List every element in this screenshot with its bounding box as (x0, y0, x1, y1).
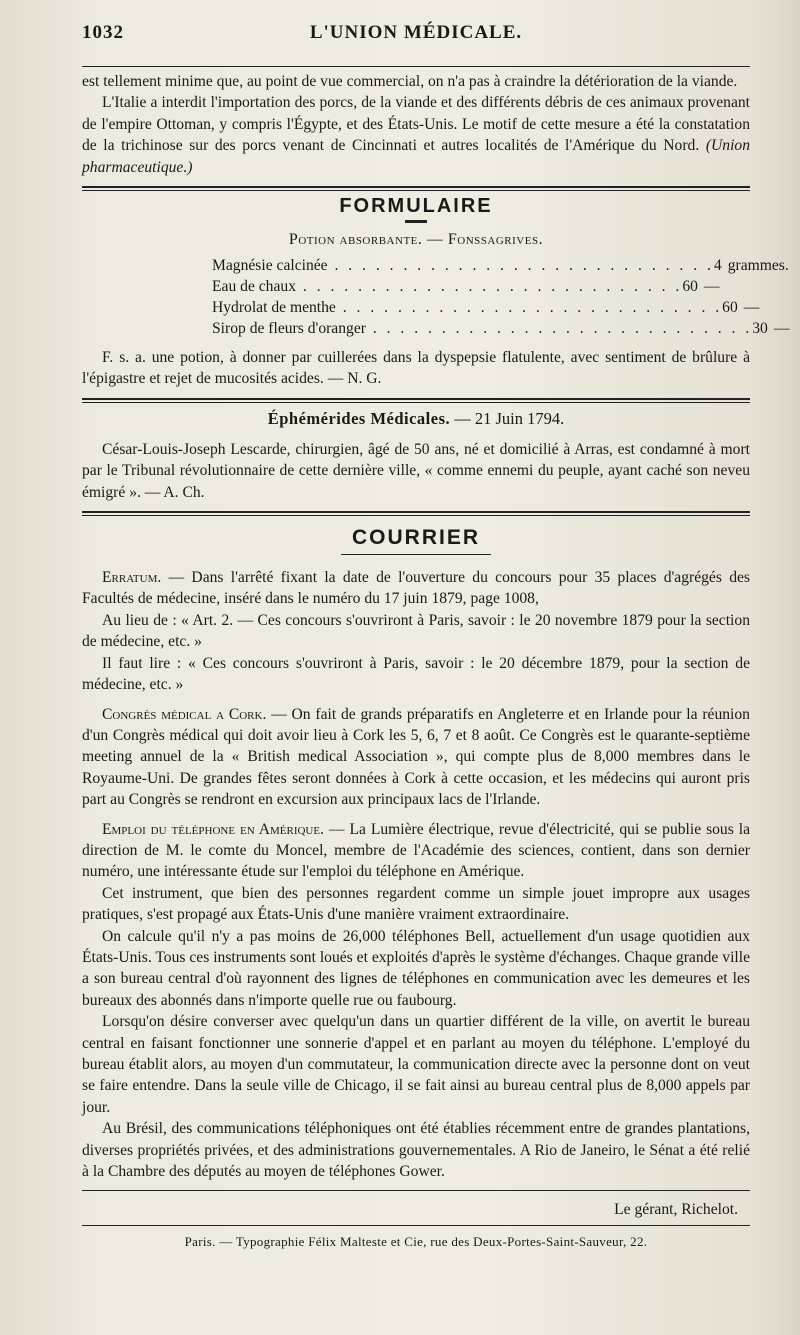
ingredient-name: Eau de chaux (212, 278, 296, 296)
ephemerides-heading (82, 409, 750, 429)
cork-text: — On fait de grands préparatifs en Angleterre et en Irlande pour la réunion d'un Congrès médical qui doit avoir lieu à Cork les 5, 6, 7 et 8 août. Ce Congrès est le quarante-septième meeting annuel de la « British medical Association », qui compte plus de 8,000 membres dans le Royaume-Uni. De grandes fêtes seront données à Cork à cette occasion, et les médecins qui auront pris part au Congrès se rendront en excursion aux principaux lacs de l'Irlande. (82, 705, 750, 809)
formulaire-title: FORMULAIRE (339, 195, 493, 218)
spacer (82, 811, 750, 819)
ingredient-unit: — (773, 320, 790, 338)
recipe-instructions: F. s. a. une potion, à donner par cuillerées dans la dyspepsie flatulente, avec sentiment de brûlure à l'épigastre et rejet de mucosités acides. — N. G. (82, 349, 750, 388)
recipe-row (212, 318, 790, 339)
section-rule (82, 511, 750, 516)
erratum-line-2: Au lieu de : « Art. 2. — Ces concours s'ouvriront à Paris, savoir : le 20 novembre 1879 pour la section de médecine, etc. » (82, 611, 750, 651)
cork-heading: Congrès médical a Cork. (102, 705, 267, 723)
ingredient-quantity: 4 (713, 257, 722, 275)
recipe-row (212, 255, 789, 276)
intro-paragraph-2-text: L'Italie a interdit l'importation des porcs, de la viande et des différents débris de ces animaux provenant de l'empire Ottoman, y compris l'Égypte, et des États-Unis. Le motif de cette mesure a été la constatation de la trichinose sur des porcs venant de Cincinnati et autres localités de l'Amérique du Nord. (82, 94, 750, 155)
ephemerides-date: — 21 Juin 1794. (454, 408, 565, 428)
footer-rule (82, 1190, 750, 1191)
ingredient-name: Sirop de fleurs d'oranger (212, 320, 366, 338)
leader-dots: . . . . . . . . . . . . . . . . . . . . . . . . . . . . (327, 257, 714, 275)
leader-dots: . . . . . . . . . . . . . . . . . . . . . . . . . . . . (296, 278, 683, 296)
ingredient-unit: — (743, 299, 760, 317)
recipe-row (212, 297, 760, 318)
ingredient-name: Magnésie calcinée (212, 257, 328, 275)
header-rule (82, 66, 750, 67)
erratum-line-3: Il faut lire : « Ces concours s'ouvriront à Paris, savoir : le 20 décembre 1879, pour la section de médecine, etc. » (82, 654, 750, 694)
section-rule (82, 398, 750, 403)
ephemerides-text: César-Louis-Joseph Lescarde, chirurgien, âgé de 50 ans, né et domicilié à Arras, est condamné à mort par le Tribunal révolutionnaire de cette dernière ville, « comme ennemi du peuple, ayant caché son neveu émigré ». — A. Ch. (82, 440, 750, 501)
journal-title: L'UNION MÉDICALE. (309, 22, 523, 43)
intro-paragraph-1: est tellement minime que, au point de vue commercial, on n'a pas à craindre la détérioration de la viande. (82, 73, 738, 90)
ingredient-unit: — (703, 278, 720, 296)
telephone-intro: — La Lumière électrique, revue d'électricité, qui se publie sous la direction de M. le comte du Moncel, membre de l'Académie des sciences, contient, dans son dernier numéro, une intéressante étude sur l'emploi du téléphone en Amérique. (82, 820, 750, 881)
footer-rule-2 (82, 1225, 750, 1226)
telephone-paragraph-5: Au Brésil, des communications téléphoniques ont été établies récemment entre de grandes plantations, diverses propriétés privées, et des administrations gouvernementales. A Rio de Janeiro, le Sénat a été relié à la Chambre des députés au moyen de téléphones Gower. (82, 1120, 750, 1181)
ingredient-unit: grammes. (727, 257, 789, 275)
signature: Le gérant, Richelot. (614, 1201, 738, 1219)
ingredient-quantity: 30 (752, 320, 768, 338)
ingredient-name: Hydrolat de menthe (212, 299, 336, 317)
leader-dots: . . . . . . . . . . . . . . . . . . . . . . . . . . . . (365, 320, 753, 338)
intro-source: (Union pharmaceutique.) (82, 137, 750, 176)
spacer (82, 696, 750, 704)
courrier-title: COURRIER (351, 526, 480, 550)
telephone-paragraph-3: On calcule qu'il n'y a pas moins de 26,000 téléphones Bell, actuellement d'un usage quotidien aux États-Unis. Tous ces instruments sont loués et exploités d'après le système d'échanges. Chaque grande ville a son bureau central d'où rayonnent des lignes de téléphones en communication avec les demeures et les bureaux des abonnés dans n'importe quelle rue ou faubourg. (82, 927, 750, 1009)
intro-paragraph-2 (82, 92, 750, 178)
page-number: 1032 (82, 22, 124, 43)
title-dash (405, 220, 427, 223)
telephone-paragraph (82, 819, 750, 883)
formulaire-subtitle: Potion absorbante. — Fonssagrives. (288, 231, 544, 249)
erratum-heading: Erratum. (102, 569, 162, 587)
cork-paragraph (82, 704, 750, 811)
recipe-row (212, 276, 720, 297)
ephemerides-title: Éphémérides Médicales. (267, 408, 451, 428)
section-rule (82, 186, 750, 191)
ingredient-quantity: 60 (722, 299, 738, 317)
leader-dots: . . . . . . . . . . . . . . . . . . . . . . . . . . . . (335, 299, 723, 317)
running-head (82, 22, 750, 56)
erratum-paragraph (82, 567, 750, 610)
telephone-heading: Emploi du téléphone en Amérique. (102, 820, 324, 838)
telephone-paragraph-2: Cet instrument, que bien des personnes regardent comme un simple jouet impropre aux usages pratiques, s'est propagé aux États-Unis d'une manière vraiment extraordinaire. (82, 884, 750, 924)
erratum-text: — Dans l'arrêté fixant la date de l'ouverture du concours pour 35 places d'agrégés des Facultés de médecine, inséré dans le numéro du 17 juin 1879, page 1008, (82, 569, 750, 608)
title-underline (341, 554, 491, 555)
recipe-list (212, 255, 790, 339)
telephone-paragraph-4: Lorsqu'on désire converser avec quelqu'un dans un quartier différent de la ville, on avertit le bureau central en faisant fonctionner une sonnerie d'appel et en parlant au moyen du téléphone. L'employé du bureau établit alors, au moyen d'un commutateur, la communication directe avec la personne dont on veut se faire entendre. Dans la seule ville de Chicago, il se fait ainsi au bureau central plus de 8,000 appels par jour. (82, 1013, 750, 1116)
ingredient-quantity: 60 (682, 278, 698, 296)
imprint: Paris. — Typographie Félix Malteste et Cie, rue des Deux-Portes-Saint-Sauveur, 22. (184, 1234, 648, 1250)
